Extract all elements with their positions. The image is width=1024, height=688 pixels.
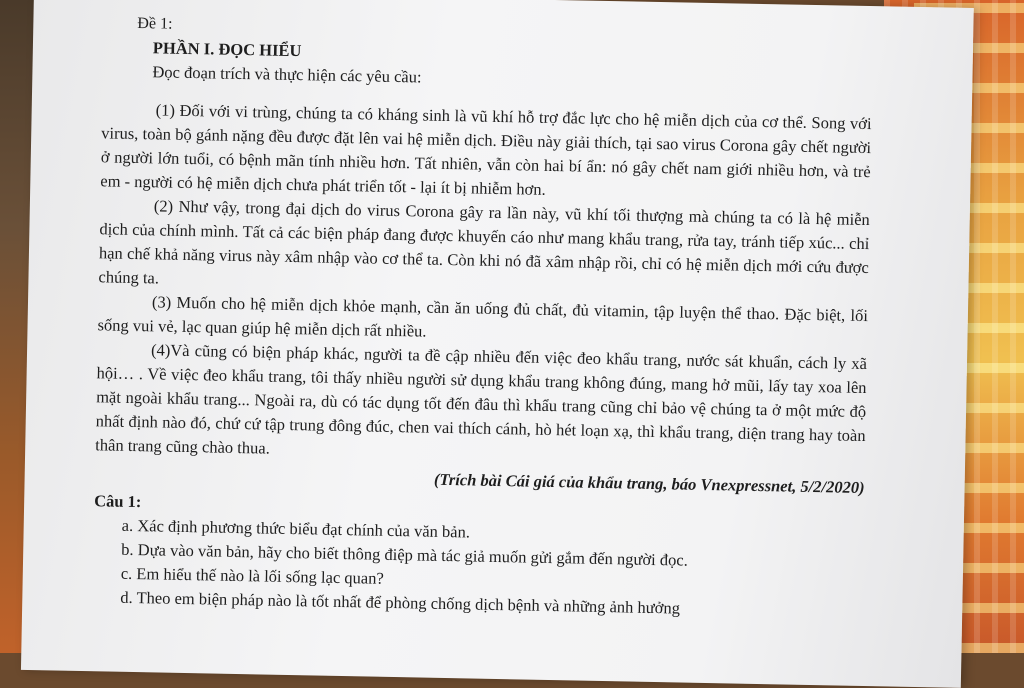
paragraph-1: (1) Đối với vi trùng, chúng ta có kháng sinh là vũ khí hỗ trợ đắc lực cho hệ miễn dịch của cơ thể. Song với virus, toàn bộ gánh nặng đều được đặt lên vai hệ miễn dịch. Điều này giải thích, tại sao virus Corona gây chết người ở người lớn tuổi, có bệnh mãn tính nhiều hơn. Tất nhiên, vẫn còn hai bí ẩn: nó gây chết nam giới nhiều hơn, và trẻ em - người có hệ miễn dịch chưa phát triển tốt - lại ít bị nhiễm hơn.: [100, 100, 872, 199]
paragraph-4: (4)Và cũng có biện pháp khác, người ta đề cập nhiều đến việc đeo khẩu trang, nước sát khuẩn, cách ly xã hội… . Về việc đeo khẩu trang, tôi thấy nhiều người sử dụng khẩu trang không đúng, mang hở mũi, lấy tay xoa lên mặt ngoài khẩu trang... Ngoài ra, dù có tác dụng tốt đến đâu thì khẩu trang cũng chỉ bảo vệ chúng ta ở một mức độ nhất định nào đó, chứ cứ tập trung đông đúc, chen vai thích cánh, hò hét loạn xạ, thì khẩu trang, diện trang hay toàn thân trang cũng chào thua.: [95, 340, 868, 458]
paragraph-3: (3) Muốn cho hệ miễn dịch khỏe mạnh, cần ăn uống đủ chất, đủ vitamin, tập luyện thể thao. Đặc biệt, lối sống vui vẻ, lạc quan giúp hệ miễn dịch rất nhiều.: [97, 292, 869, 341]
question-item-b: b. Dựa vào văn bản, hãy cho biết thông điệp mà tác giả muốn gửi gắm đến người đọc.: [121, 539, 688, 570]
question-item-c: c. Em hiểu thế nào là lối sống lạc quan?: [120, 563, 384, 588]
part-title: PHẦN I. ĐỌC HIỂU: [152, 38, 302, 61]
source-citation: (Trích bài Cái giá của khẩu trang, báo Vnexpressnet, 5/2/2020): [433, 469, 865, 498]
question-title: Câu 1:: [94, 491, 142, 512]
question-item-a: a. Xác định phương thức biểu đạt chính của văn bản.: [121, 515, 471, 542]
instructions: Đọc đoạn trích và thực hiện các yêu cầu:: [152, 62, 422, 87]
paragraph-2: (2) Như vậy, trong đại dịch do virus Corona gây ra lần này, vũ khí tối thượng mà chúng ta có là hệ miễn dịch của chính mình. Tất cả các biện pháp đang được khuyến cáo như mang khẩu trang, rửa tay, tránh tiếp xúc... chỉ hạn chế khả năng virus này xâm nhập vào cơ thể ta. Còn khi nó đã xâm nhập rồi, chỉ có hệ miễn dịch mới cứu được chúng ta.: [98, 196, 870, 288]
question-item-d: d. Theo em biện pháp nào là tốt nhất để phòng chống dịch bệnh và những ảnh hưởng: [120, 587, 681, 618]
question-list: [120, 514, 864, 624]
document-content: [92, 11, 873, 624]
exam-paper: [21, 0, 974, 688]
exam-number: Đề 1:: [137, 14, 173, 33]
